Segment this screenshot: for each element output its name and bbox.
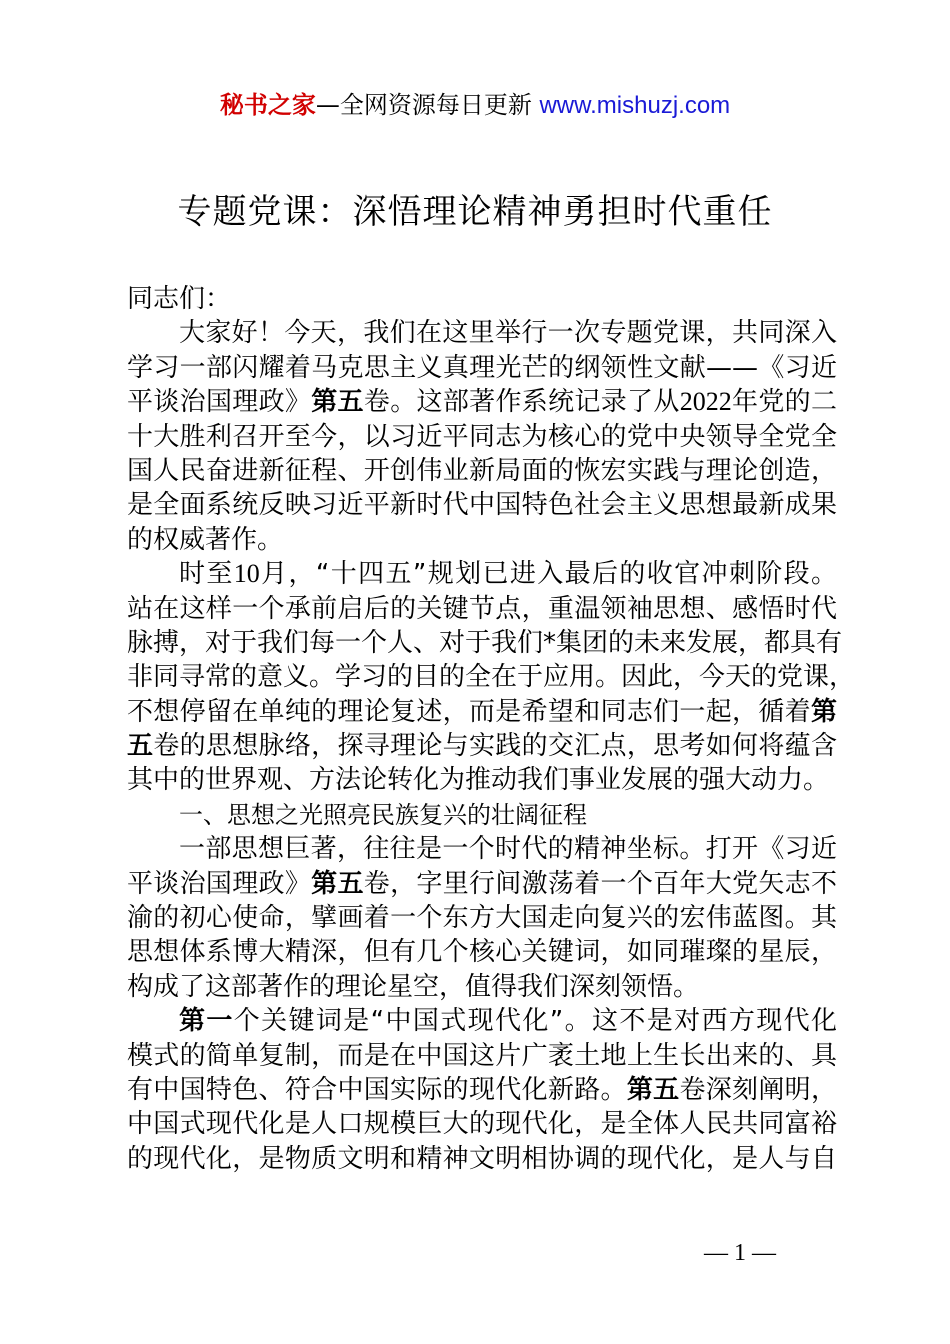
paragraph-line: 其中的世界观、方法论转化为推动我们事业发展的强大动力。: [127, 765, 830, 796]
paragraph-line: 十大胜利召开至今，以习近平同志为核心的党中央领导全党全: [127, 421, 837, 452]
paragraph-line: 不想停留在单纯的理论复述，而是希望和同志们一起，循着第: [127, 696, 837, 727]
paragraph-line: 思想体系博大精深，但有几个核心关键词，如同璀璨的星辰，: [127, 937, 837, 968]
page-title: 专题党课：深悟理论精神勇担时代重任: [177, 192, 773, 232]
emphasis: 第五: [311, 868, 364, 899]
paragraph-line: 时至10月，“十四五”规划已进入最后的收官冲刺阶段。: [179, 559, 837, 590]
paragraph-line: 学习一部闪耀着马克思主义真理光芒的纲领性文献——《习近: [127, 352, 837, 383]
paragraph-line: 五卷的思想脉络，探寻理论与实践的交汇点，思考如何将蕴含: [127, 731, 837, 762]
paragraph-line: 是全面系统反映习近平新时代中国特色社会主义思想最新成果: [127, 490, 837, 521]
emphasis: 五: [127, 731, 154, 762]
paragraph-line: 脉搏，对于我们每一个人、对于我们*集团的未来发展，都具有: [127, 627, 843, 658]
paragraph-line: 平谈治国理政》第五卷。这部著作系统记录了从2022年党的二: [127, 387, 837, 418]
paragraph-line: 渝的初心使命，擘画着一个东方大国走向复兴的宏伟蓝图。其: [127, 903, 837, 934]
emphasis: 第: [810, 696, 837, 727]
paragraph-line: 非同寻常的意义。学习的目的全在于应用。因此，今天的党课，: [127, 662, 856, 693]
greeting: 同志们：: [127, 284, 232, 314]
site-url-link[interactable]: www.mishuzj.com: [539, 92, 731, 119]
paragraph-line: 大家好！今天，我们在这里举行一次专题党课，共同深入: [179, 318, 837, 349]
paragraph-line: 中国式现代化是人口规模巨大的现代化，是全体人民共同富裕: [127, 1109, 837, 1140]
paragraph-line: 的现代化，是物质文明和精神文明相协调的现代化，是人与自: [127, 1143, 837, 1174]
paragraph-line: 构成了这部著作的理论星空，值得我们深刻领悟。: [127, 971, 700, 1002]
paragraph-line: 国人民奋进新征程、开创伟业新局面的恢宏实践与理论创造，: [127, 455, 837, 486]
section-heading: 一、思想之光照亮民族复兴的壮阔征程: [179, 800, 587, 829]
brand-name: 秘书之家: [219, 91, 316, 119]
document-body: [127, 282, 856, 1176]
paragraph-line: 一部思想巨著，往往是一个时代的精神坐标。打开《习近: [179, 834, 837, 865]
emphasis: 第五: [626, 1074, 680, 1105]
paragraph-line: 有中国特色、符合中国实际的现代化新路。第五卷深刻阐明，: [127, 1074, 837, 1105]
paragraph-line: 站在这样一个承前启后的关键节点，重温领袖思想、感悟时代: [127, 593, 837, 624]
paragraph-line: 模式的简单复制，而是在中国这片广袤土地上生长出来的、具: [127, 1040, 837, 1071]
header-tagline: —全网资源每日更新: [315, 91, 532, 119]
paragraph-line: 的权威著作。: [127, 524, 284, 555]
paragraph-line: 平谈治国理政》第五卷，字里行间激荡着一个百年大党矢志不: [127, 868, 837, 899]
site-header: [0, 88, 950, 123]
page-number: — 1 —: [704, 1240, 776, 1266]
emphasis: 第五: [311, 387, 364, 418]
paragraph-line: 第一个关键词是“中国式现代化”。这不是对西方现代化: [179, 1006, 837, 1037]
emphasis: 第一: [179, 1006, 234, 1037]
